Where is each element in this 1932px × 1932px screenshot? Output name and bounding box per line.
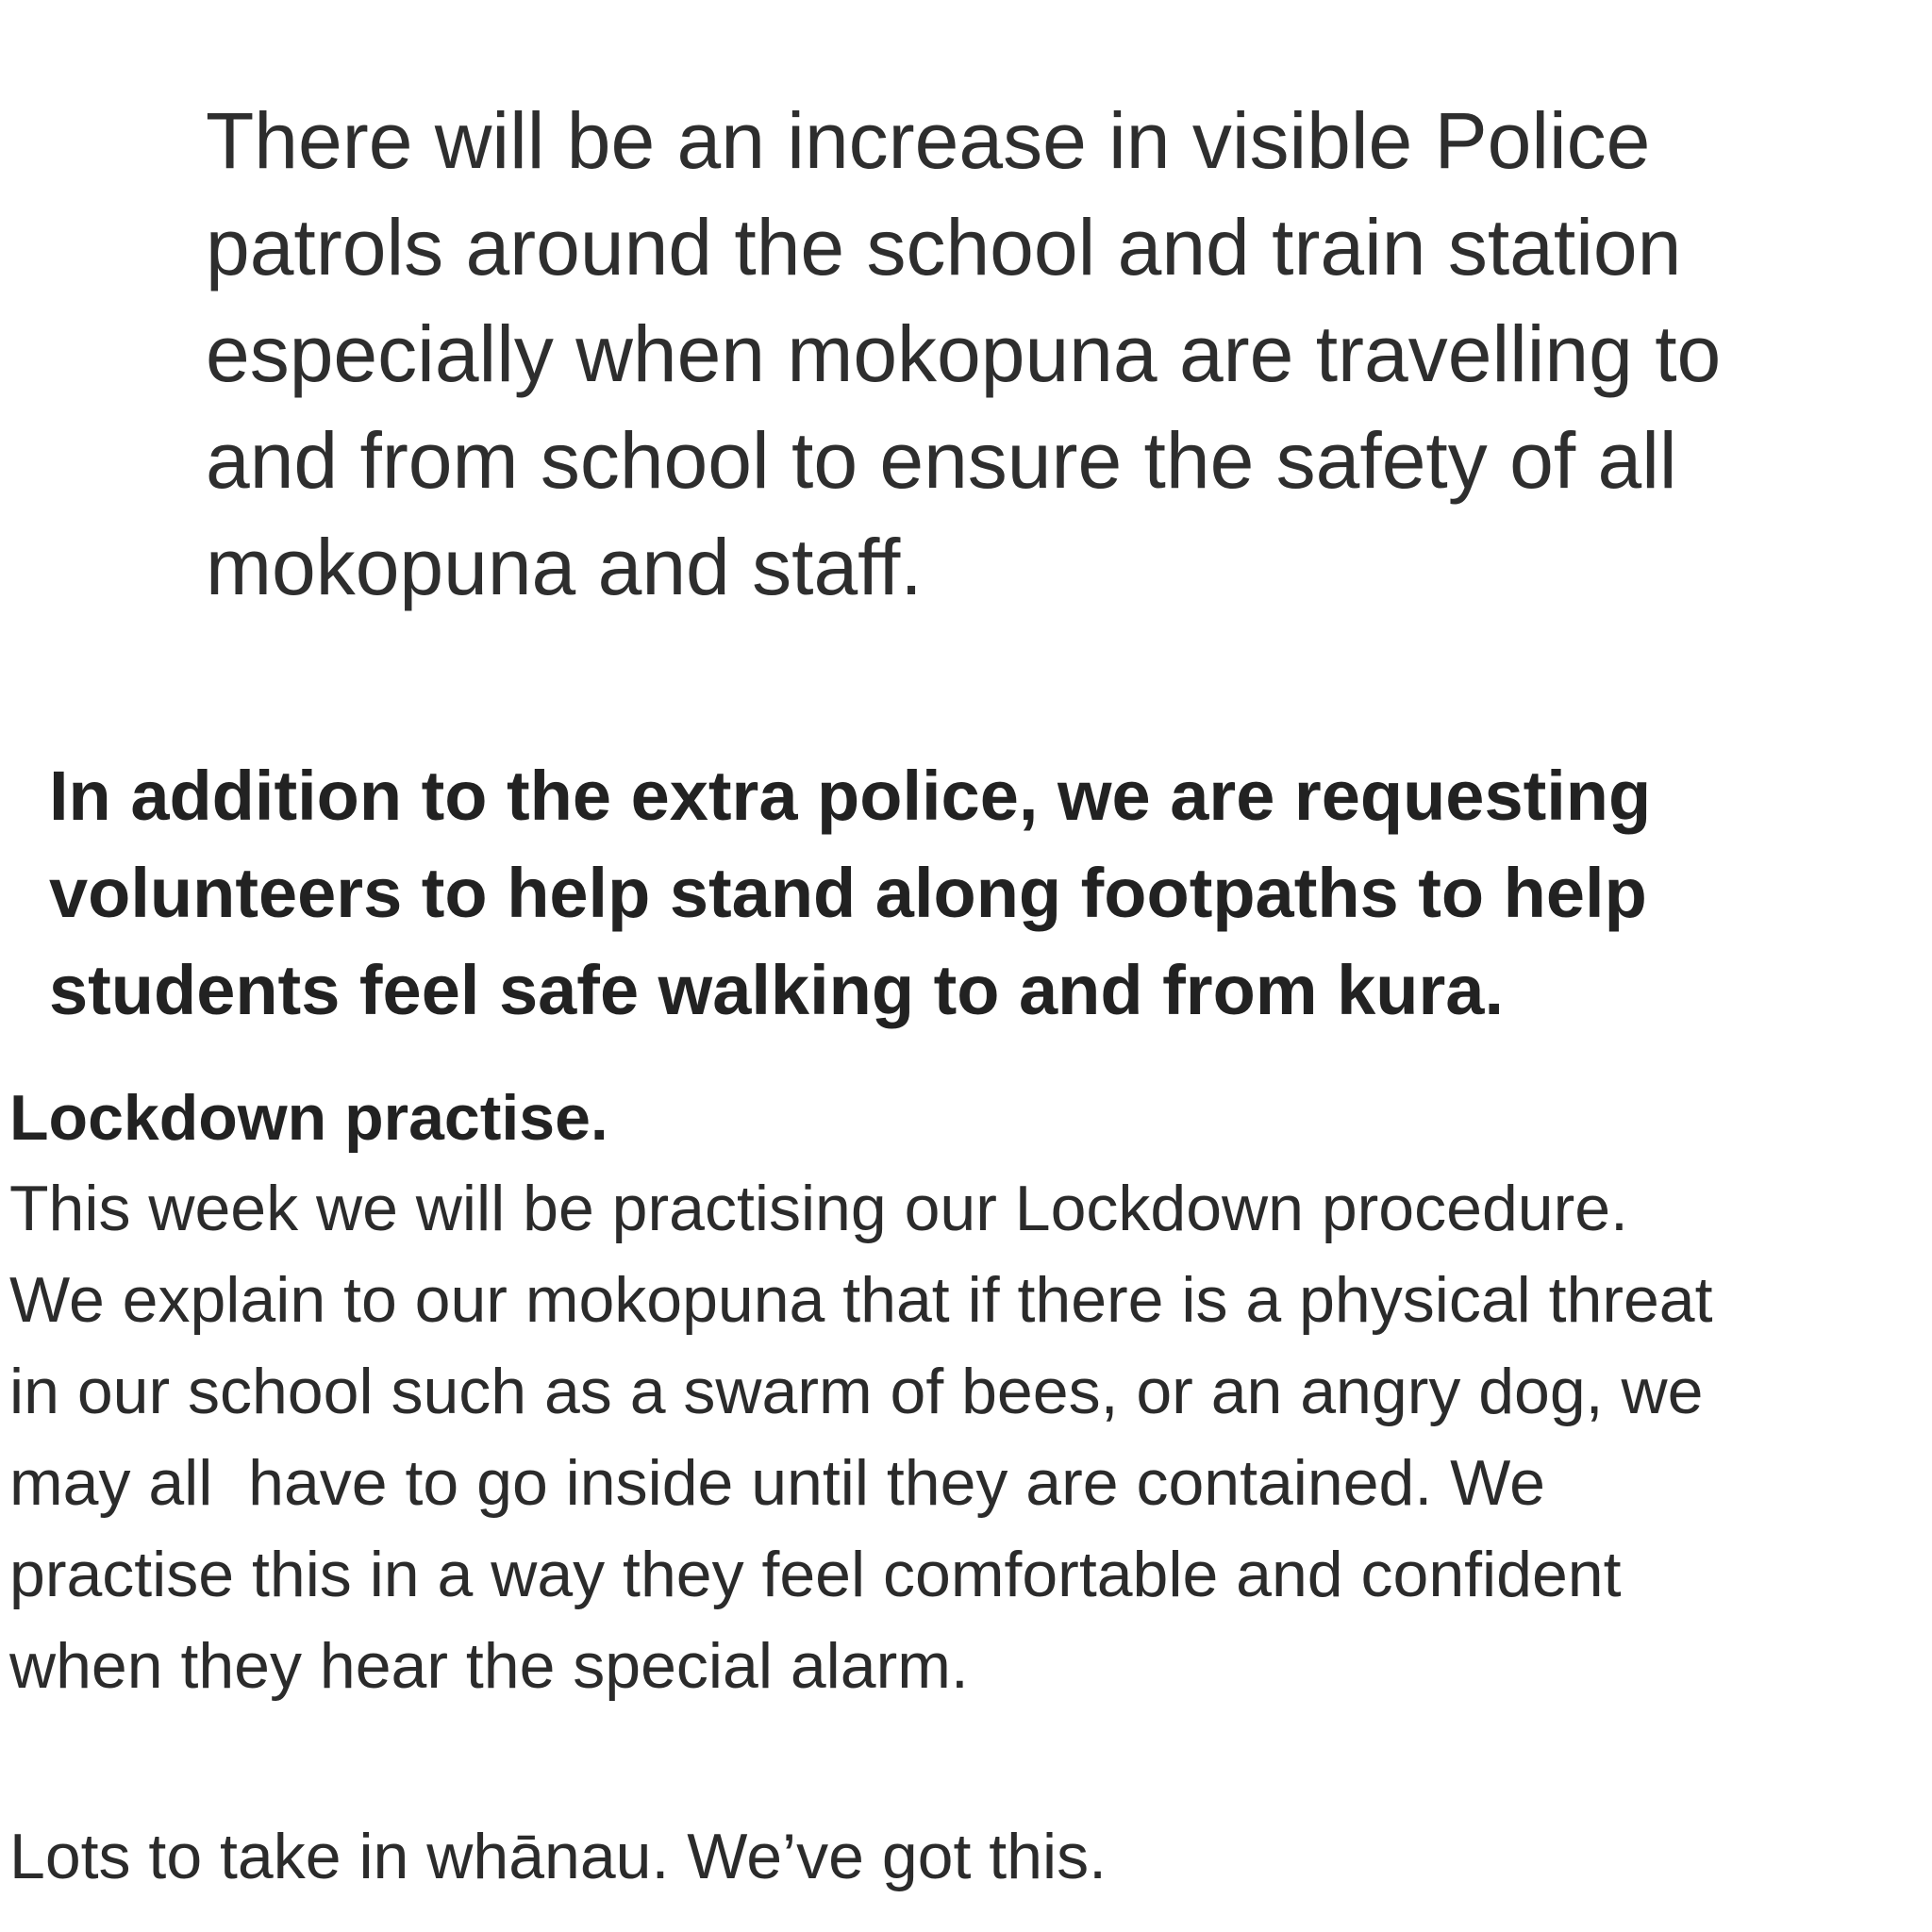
paragraph-line: There will be an increase in visible Police: [206, 96, 1651, 185]
closing-message: Lots to take in whānau. We’ve got this.: [9, 1821, 1107, 1892]
paragraph-line: In addition to the extra police, we are requesting: [49, 757, 1652, 835]
lockdown-paragraph: [9, 1163, 1713, 1712]
paragraph-line: when they hear the special alarm.: [9, 1630, 969, 1702]
paragraph-line: especially when mokopuna are travelling to: [206, 309, 1722, 398]
paragraph-line: mokopuna and staff.: [206, 523, 923, 611]
volunteers-request-paragraph: [49, 747, 1651, 1039]
paragraph-line: practise this in a way they feel comfortable and confident: [9, 1539, 1622, 1610]
paragraph-line: in our school such as a swarm of bees, or an angry dog, we: [9, 1356, 1704, 1427]
paragraph-line: This week we will be practising our Lockdown procedure.: [9, 1173, 1628, 1244]
paragraph-line: volunteers to help stand along footpaths to help: [49, 854, 1647, 932]
paragraph-line: We explain to our mokopuna that if there is a physical threat: [9, 1264, 1713, 1336]
paragraph-line: may all have to go inside until they are contained. We: [9, 1447, 1545, 1519]
police-patrols-paragraph: [206, 88, 1721, 621]
lockdown-heading: Lockdown practise.: [9, 1082, 608, 1154]
paragraph-line: students feel safe walking to and from kura.: [49, 951, 1505, 1029]
paragraph-line: patrols around the school and train station: [206, 203, 1682, 291]
paragraph-line: and from school to ensure the safety of all: [206, 416, 1677, 505]
